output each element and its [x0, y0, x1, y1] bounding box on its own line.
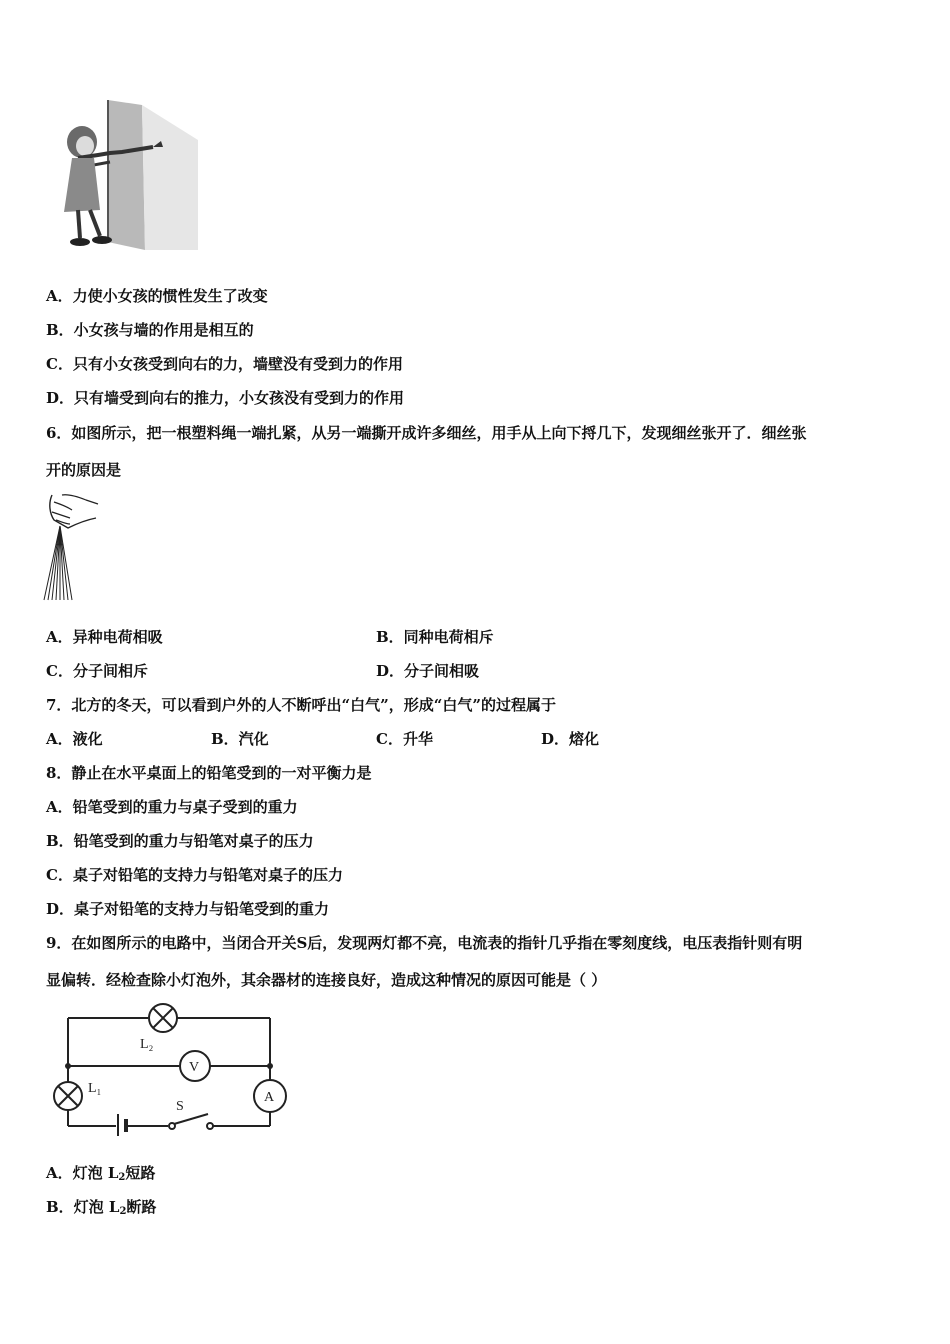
q7-option-a: A．液化 [46, 730, 103, 748]
circuit-label-voltmeter: V [189, 1060, 200, 1075]
circuit-label-switch: S [176, 1099, 184, 1114]
q9-option-a [46, 1163, 155, 1188]
q8-option-c: C．桌子对铅笔的支持力与铅笔对桌子的压力 [46, 866, 343, 884]
q9-option-a-subscript: 2 [118, 1172, 126, 1183]
q6-option-c: C．分子间相斥 [46, 662, 148, 680]
q6-option-b: B．同种电荷相斥 [376, 628, 494, 646]
q7-option-b: B．汽化 [211, 730, 269, 748]
q7-stem: 7．北方的冬天，可以看到户外的人不断呼出“白气”，形成“白气”的过程属于 [46, 696, 556, 714]
q9-option-b-prefix: B．灯泡 L [46, 1198, 120, 1216]
circuit-label-l1: L₁ [88, 1081, 102, 1096]
q8-option-a: A．铅笔受到的重力与桌子受到的重力 [46, 798, 298, 816]
q8-option-b: B．铅笔受到的重力与铅笔对桌子的压力 [46, 832, 314, 850]
q5-option-a: A．力使小女孩的惯性发生了改变 [46, 287, 268, 305]
q5-option-b: B．小女孩与墙的作用是相互的 [46, 321, 254, 339]
circuit-label-l2: L₂ [140, 1037, 154, 1052]
girl-pushing-wall-figure [50, 100, 200, 250]
q6-stem-line2: 开的原因是 [46, 461, 122, 479]
q7-option-c: C．升华 [376, 730, 433, 748]
q9-stem-line2: 显偏转．经检查除小灯泡外，其余器材的连接良好，造成这种情况的原因可能是（ ） [46, 971, 607, 989]
q6-stem-line1: 6．如图所示，把一根塑料绳一端扎紧，从另一端撕开成许多细丝，用手从上向下捋几下，发现细丝张开了．细丝张 [46, 424, 807, 442]
circuit-diagram-figure [48, 1002, 298, 1138]
q9-option-a-suffix: 短路 [125, 1164, 156, 1182]
q9-option-b-subscript: 2 [119, 1206, 127, 1217]
q9-option-b-suffix: 断路 [126, 1198, 157, 1216]
q9-option-b [46, 1197, 156, 1222]
q9-stem-line1: 9．在如图所示的电路中，当闭合开关S后，发现两灯都不亮，电流表的指针几乎指在零刻度线，电压表指针则有明 [46, 934, 803, 952]
q5-option-d: D．只有墙受到向右的推力，小女孩没有受到力的作用 [46, 389, 405, 407]
circuit-label-ammeter: A [264, 1090, 275, 1105]
q6-option-a: A．异种电荷相吸 [46, 628, 163, 646]
q6-option-d: D．分子间相吸 [376, 662, 480, 680]
hand-with-plastic-strands-figure [42, 490, 102, 605]
q8-option-d: D．桌子对铅笔的支持力与铅笔受到的重力 [46, 900, 330, 918]
q7-option-d: D．熔化 [541, 730, 600, 748]
q5-option-c: C．只有小女孩受到向右的力，墙壁没有受到力的作用 [46, 355, 403, 373]
q8-stem: 8．静止在水平桌面上的铅笔受到的一对平衡力是 [46, 764, 372, 782]
q9-option-a-prefix: A．灯泡 L [46, 1164, 119, 1182]
